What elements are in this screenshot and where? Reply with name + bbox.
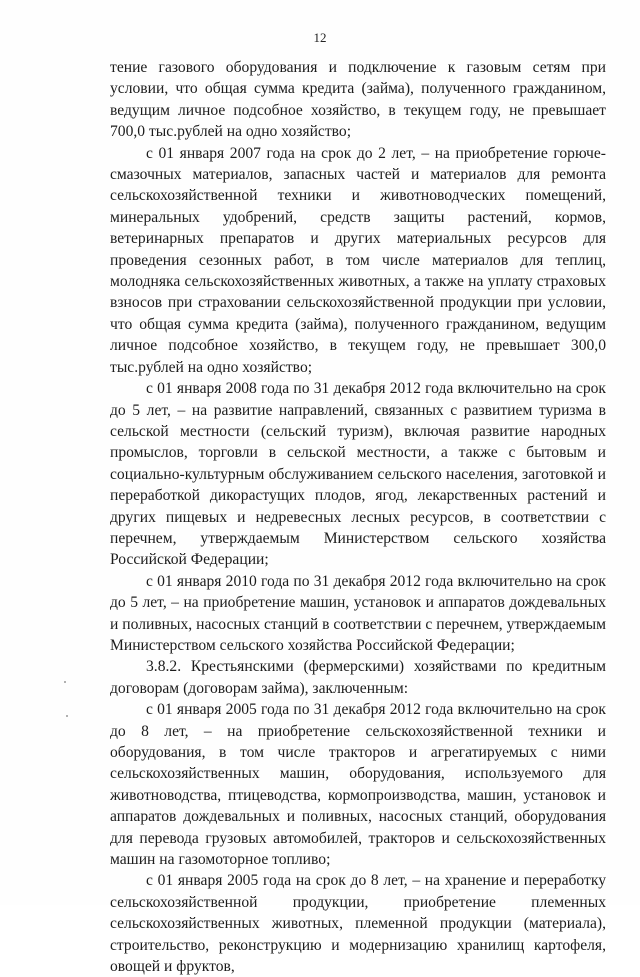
paragraph-2008-term: с 01 января 2008 года по 31 декабря 2012 года включительно на срок до 5 лет, – на развитие направлений, связанных с развитием туризма в сельской местности (сельский туризм), включая развитие народных промыслов, торговли в сельской местности, а также с бытовым и социально-культурным обслуживанием сельского населения, заготовкой и переработкой дикорастущих плодов, ягод, лекарственных растений и других пищевых и недревесных лесных ресурсов, в соответствии с перечнем, утверждаемым Министерством сельского хозяйства Российской Федерации; <box>110 380 606 569</box>
paragraph-2005-equipment: с 01 января 2005 года по 31 декабря 2012 года включительно на срок до 8 лет, – на приобретение сельскохозяйственной техники и оборудования, в том числе тракторов и агрегатируемых с ними сельскохозяйственных машин, оборудования, используемого для животноводства, птицеводства, кормопроизводства, машин, установок и аппаратов дождевальных и поливных, насосных станций, оборудования для перевода грузовых автомобилей, тракторов и сельскохозяйственных машин на газомоторное топливо; <box>110 701 606 869</box>
paragraph-section-3-8-2: 3.8.2. Крестьянскими (фермерскими) хозяйствами по кредитным договорам (договорам займа), заключенным: <box>110 658 606 697</box>
paragraph-2005-storage: с 01 января 2005 года на срок до 8 лет, – на хранение и переработку сельскохозяйственной продукции, приобретение племенных сельскохозяйственных животных, племенной продукции (материала), строительство, реконструкцию и модернизацию хранилищ картофеля, овощей и фруктов, <box>110 872 606 976</box>
paragraph-2010-term: с 01 января 2010 года по 31 декабря 2012 года включительно на срок до 5 лет, – на приобретение машин, установок и аппаратов дождевальных и поливных, насосных станций в соответствии с перечнем, утверждаемым Министерством сельского хозяйства Российской Федерации; <box>110 572 606 654</box>
paragraph-continuation: тение газового оборудования и подключение к газовым сетям при условии, что общая сумма кредита (займа), полученного гражданином, ведущим личное подсобное хозяйство, в текущем году, не превышает 700,0 тыс.рублей на одно хозяйство; <box>110 59 606 141</box>
scan-speck <box>66 715 68 717</box>
scan-speck <box>64 681 66 683</box>
page-number: 12 <box>313 30 327 45</box>
document-body <box>110 57 606 977</box>
paragraph-2007-term: с 01 января 2007 года на срок до 2 лет, – на приобретение горюче-смазочных материалов, запасных частей и материалов для ремонта сельскохозяйственной техники и животноводческих помещений, минеральных удобрений, средств защиты растений, кормов, ветеринарных препаратов и других материальных ресурсов для проведения сезонных работ, в том числе материалов для теплиц, молодняка сельскохозяйственных животных, а также на уплату страховых взносов при страховании сельскохозяйственной продукции при условии, что общая сумма кредита (займа), полученного гражданином, ведущим личное подсобное хозяйство, в текущем году, не превышает 300,0 тыс.рублей на одно хозяйство; <box>110 144 606 376</box>
